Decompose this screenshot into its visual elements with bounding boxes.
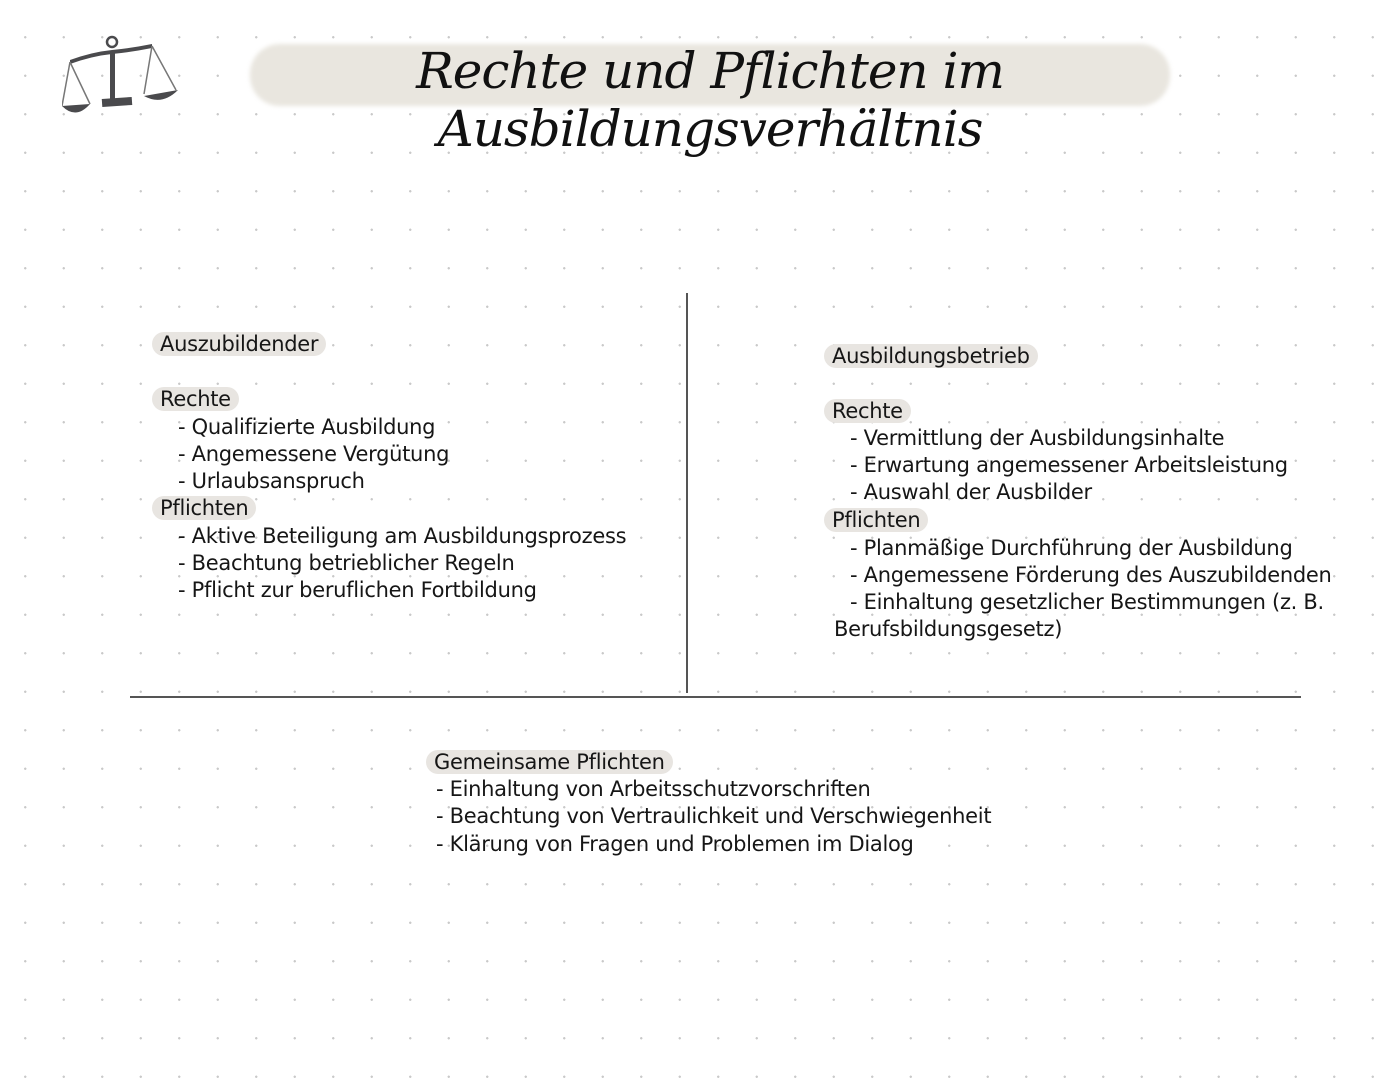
list-item: - Angemessene Förderung des Auszubildenden <box>850 563 1332 587</box>
list-item-continuation: Berufsbildungsgesetz) <box>834 617 1063 641</box>
list-item: - Angemessene Vergütung <box>178 442 450 466</box>
vertical-divider <box>686 293 688 693</box>
list-item: - Pflicht zur beruflichen Fortbildung <box>178 578 537 602</box>
list-item: - Erwartung angemessener Arbeitsleistung <box>850 453 1288 477</box>
list-item: - Qualifizierte Ausbildung <box>178 415 436 439</box>
label-rechte: Rechte <box>824 399 911 423</box>
label-rechte: Rechte <box>152 387 239 411</box>
horizontal-divider <box>130 696 1301 698</box>
title-text: Rechte und Pflichten im Ausbildungsverhältnis <box>416 42 1004 158</box>
page-title <box>250 36 1170 158</box>
list-item: - Vermittlung der Ausbildungsinhalte <box>850 426 1225 450</box>
list-item: - Urlaubsanspruch <box>178 469 365 493</box>
scales-of-justice-icon <box>62 34 182 118</box>
heading-gemeinsame-pflichten: Gemeinsame Pflichten <box>426 750 673 774</box>
label-pflichten: Pflichten <box>824 508 928 532</box>
heading-ausbildungsbetrieb: Ausbildungsbetrieb <box>824 344 1038 368</box>
heading-auszubildender: Auszubildender <box>152 332 326 356</box>
list-item: - Beachtung betrieblicher Regeln <box>178 551 515 575</box>
list-item: - Aktive Beteiligung am Ausbildungsprozess <box>178 524 627 548</box>
list-item: - Einhaltung von Arbeitsschutzvorschriften <box>436 777 871 801</box>
label-pflichten: Pflichten <box>152 496 256 520</box>
list-item: - Klärung von Fragen und Problemen im Dialog <box>436 832 914 856</box>
list-item: - Auswahl der Ausbilder <box>850 480 1092 504</box>
list-item: - Einhaltung gesetzlicher Bestimmungen (z. B. <box>850 590 1324 614</box>
list-item: - Beachtung von Vertraulichkeit und Verschwiegenheit <box>436 804 992 828</box>
list-item: - Planmäßige Durchführung der Ausbildung <box>850 536 1293 560</box>
